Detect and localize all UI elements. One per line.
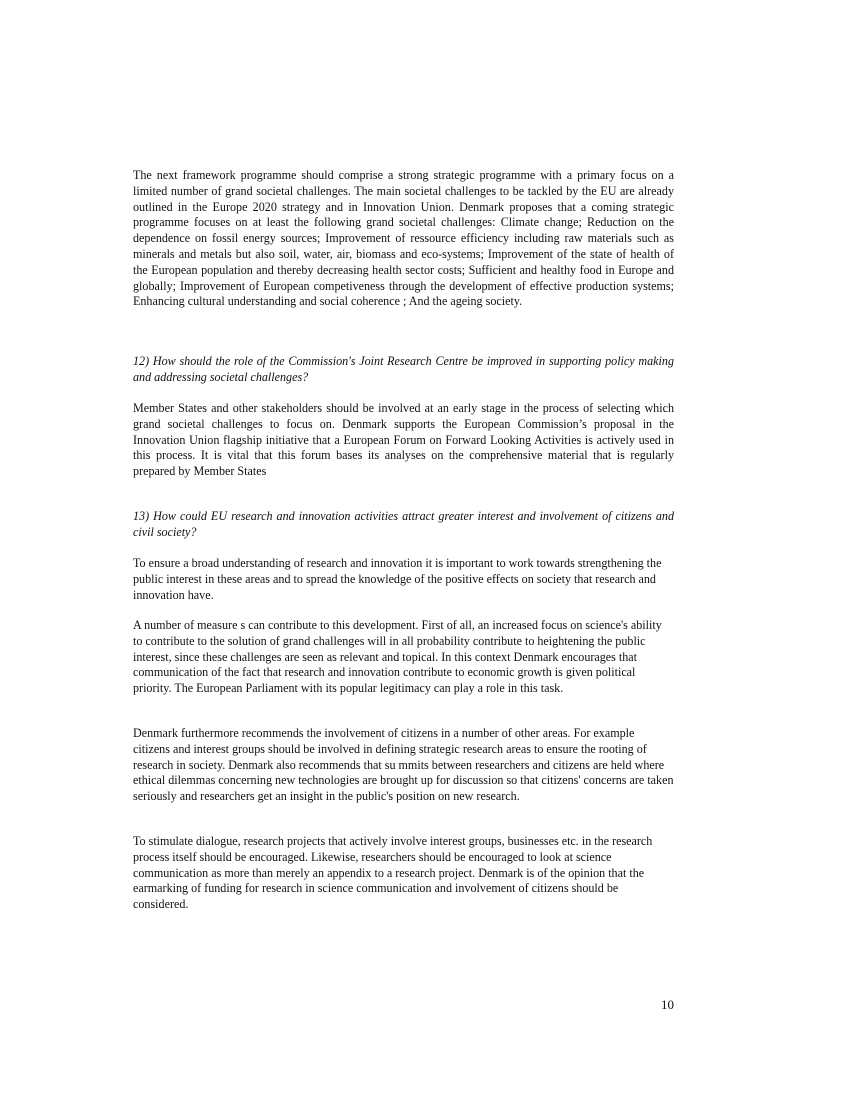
question-12: 12) How should the role of the Commission's Joint Research Centre be improved in supporting policy making and addressing societal challenges? <box>133 354 674 384</box>
page-number: 10 <box>661 997 674 1012</box>
intro-paragraph: The next framework programme should comprise a strong strategic programme with a primary focus on a limited number of grand societal challenges. The main societal challenges to be tackled by the EU are already outlined in the Europe 2020 strategy and in Innovation Union. Denmark proposes that a coming strategic programme focuses on at least the following grand societal challenges: Climate change; Reduction on the dependence on fossil energy sources; Improvement of ressource efficiency including raw materials such as minerals and metals but also soil, water, air, biomass and eco-systems; Improvement of the state of health of the European population and thereby decreasing health sector costs; Sufficient and healthy food in Europe and globally; Improvement of European competiveness through the development of effective production systems; Enhancing cultural understanding and social coherence ; And the ageing society. <box>133 168 674 309</box>
question-13: 13) How could EU research and innovation activities attract greater interest and involvement of citizens and civil society? <box>133 509 674 539</box>
answer-13-paragraph-4: To stimulate dialogue, research projects that actively involve interest groups, businesses etc. in the research process itself should be encouraged. Likewise, researchers should be encouraged to look at science communication as more than merely an appendix to a research project. Denmark is of the opinion that the earmarking of funding for research in science communication and involvement of citizens should be considered. <box>133 834 653 912</box>
answer-12-paragraph: Member States and other stakeholders should be involved at an early stage in the process of selecting which grand societal challenges to focus on. Denmark supports the European Commission’s proposal in the Innovation Union flagship initiative that a European Forum on Forward Looking Activities is actively used in this process. It is vital that this forum bases its analyses on the comprehensive material that is regularly prepared by Member States <box>133 401 674 479</box>
answer-13-paragraph-3: Denmark furthermore recommends the involvement of citizens in a number of other areas. For example citizens and interest groups should be involved in defining strategic research areas to ensure the rooting of research in society. Denmark also recommends that su mmits between researchers and citizens are held where ethical dilemmas concerning new technologies are brought up for discussion so that citizens' concerns are taken seriously and researchers get an insight in the public's position on new research. <box>133 726 674 804</box>
answer-13-paragraph-1: To ensure a broad understanding of research and innovation it is important to work towards strengthening the public interest in these areas and to spread the knowledge of the positive effects on society that research and innovation have. <box>133 556 662 602</box>
answer-13-paragraph-2: A number of measure s can contribute to this development. First of all, an increased focus on science's ability to contribute to the solution of grand challenges will in all probability contribute to heightening the public interest, since these challenges are seen as relevant and topical. In this context Denmark encourages that communication of the fact that research and innovation contribute to economic growth is given political priority. The European Parliament with its popular legitimacy can play a role in this task. <box>133 618 662 696</box>
